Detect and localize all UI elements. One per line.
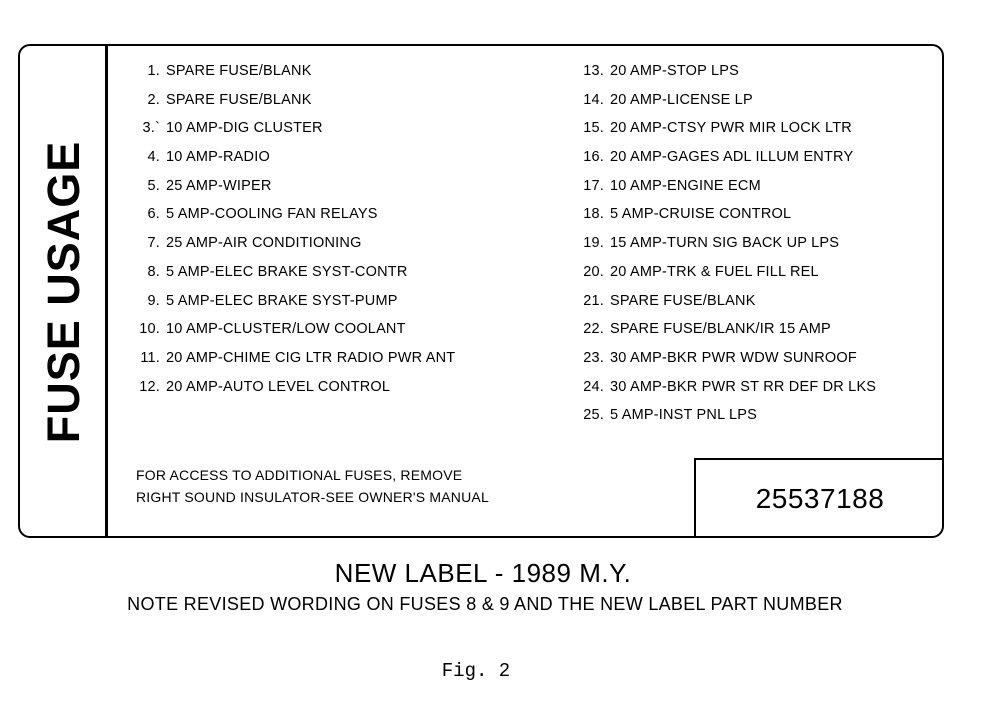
fuse-number: 25. [583, 407, 604, 424]
fuse-entry [138, 292, 455, 321]
fuse-entry [580, 148, 876, 177]
fuse-number: 14. [583, 91, 604, 108]
fuse-number: 23. [583, 349, 604, 366]
fuse-entry [580, 292, 876, 321]
caption-note: NOTE REVISED WORDING ON FUSES 8 & 9 AND THE NEW LABEL PART NUMBER [127, 594, 843, 614]
fuse-description: 5 AMP-CRUISE CONTROL [610, 206, 792, 223]
fuse-description: 25 AMP-AIR CONDITIONING [166, 235, 362, 252]
access-note [136, 464, 489, 508]
fuse-entry [580, 349, 876, 378]
caption-title: NEW LABEL - 1989 M.Y. [334, 558, 632, 588]
fuse-number: 21. [583, 292, 604, 309]
fuse-number: 22. [583, 321, 604, 338]
fuse-number: 12. [139, 378, 160, 395]
access-note-line-1: FOR ACCESS TO ADDITIONAL FUSES, REMOVE [136, 467, 463, 483]
fuse-number: 2. [147, 91, 160, 108]
part-number-box [694, 458, 944, 538]
fuse-list-left [138, 62, 455, 406]
fuse-entry [138, 234, 455, 263]
fuse-description: 10 AMP-RADIO [166, 149, 270, 166]
fuse-number: 1. [147, 63, 160, 79]
fuse-description: 20 AMP-STOP LPS [610, 63, 739, 79]
fuse-entry [580, 234, 876, 263]
fuse-number: 4. [147, 149, 160, 166]
fuse-number: 3.` [142, 120, 160, 137]
fuse-description: 20 AMP-TRK & FUEL FILL REL [610, 263, 819, 280]
fuse-number: 7. [147, 235, 160, 252]
part-number: 25537188 [755, 483, 885, 514]
fuse-description: 10 AMP-ENGINE ECM [610, 177, 761, 194]
fuse-number: 6. [147, 206, 160, 223]
fuse-entry [138, 349, 455, 378]
fuse-number: 5. [147, 177, 160, 194]
fuse-entry [580, 177, 876, 206]
fuse-number: 10. [139, 321, 160, 338]
fuse-description: 30 AMP-BKR PWR ST RR DEF DR LKS [610, 378, 877, 395]
fuse-usage-label [18, 44, 944, 538]
fuse-number: 8. [147, 263, 160, 280]
fuse-number: 13. [583, 63, 604, 79]
fuse-number: 15. [583, 120, 604, 137]
fuse-description: SPARE FUSE/BLANK/IR 15 AMP [610, 321, 831, 338]
fuse-description: 10 AMP-CLUSTER/LOW COOLANT [166, 321, 406, 338]
fuse-description: SPARE FUSE/BLANK [166, 91, 312, 108]
access-note-line-2: RIGHT SOUND INSULATOR-SEE OWNER'S MANUAL [136, 489, 489, 505]
fuse-number: 24. [583, 378, 604, 395]
fuse-number: 18. [583, 206, 604, 223]
fuse-entry [138, 62, 455, 91]
fuse-number: 20. [583, 263, 604, 280]
fuse-entry [138, 320, 455, 349]
fuse-entry [580, 91, 876, 120]
fuse-description: 25 AMP-WIPER [166, 177, 272, 194]
fuse-entry [138, 148, 455, 177]
fuse-description: 5 AMP-COOLING FAN RELAYS [166, 206, 378, 223]
fuse-entry [580, 119, 876, 148]
fuse-description: 15 AMP-TURN SIG BACK UP LPS [610, 235, 840, 252]
fuse-description: SPARE FUSE/BLANK [166, 63, 312, 79]
fuse-entry [580, 62, 876, 91]
fuse-description: 20 AMP-CTSY PWR MIR LOCK LTR [610, 120, 852, 137]
fuse-number: 11. [140, 349, 160, 366]
fuse-description: 30 AMP-BKR PWR WDW SUNROOF [610, 349, 857, 366]
label-side-strip [20, 46, 108, 536]
fuse-number: 9. [147, 292, 160, 309]
fuse-number: 17. [583, 177, 604, 194]
fuse-entry [580, 205, 876, 234]
fuse-entry [580, 263, 876, 292]
fuse-description: 5 AMP-ELEC BRAKE SYST-PUMP [166, 292, 398, 309]
fuse-entry [138, 263, 455, 292]
fuse-description: 10 AMP-DIG CLUSTER [166, 120, 323, 137]
fuse-description: 20 AMP-CHIME CIG LTR RADIO PWR ANT [166, 349, 456, 366]
fuse-entry [580, 378, 876, 407]
fuse-description: 5 AMP-ELEC BRAKE SYST-CONTR [166, 263, 408, 280]
fuse-entry [138, 119, 455, 148]
fuse-entry [138, 177, 455, 206]
fuse-number: 16. [583, 149, 604, 166]
label-side-title: FUSE USAGE [38, 140, 89, 444]
fuse-description: SPARE FUSE/BLANK [610, 292, 756, 309]
fuse-entry [138, 205, 455, 234]
fuse-description: 20 AMP-GAGES ADL ILLUM ENTRY [610, 149, 854, 166]
fuse-description: 20 AMP-LICENSE LP [610, 91, 753, 108]
fuse-entry [138, 378, 455, 407]
fuse-list-right [580, 62, 876, 435]
fuse-description: 20 AMP-AUTO LEVEL CONTROL [166, 378, 391, 395]
fuse-number: 19. [583, 235, 604, 252]
fuse-description: 5 AMP-INST PNL LPS [610, 407, 758, 424]
fuse-entry [580, 320, 876, 349]
figure-label: Fig. 2 [441, 660, 511, 682]
fuse-entry [138, 91, 455, 120]
fuse-entry [580, 406, 876, 435]
